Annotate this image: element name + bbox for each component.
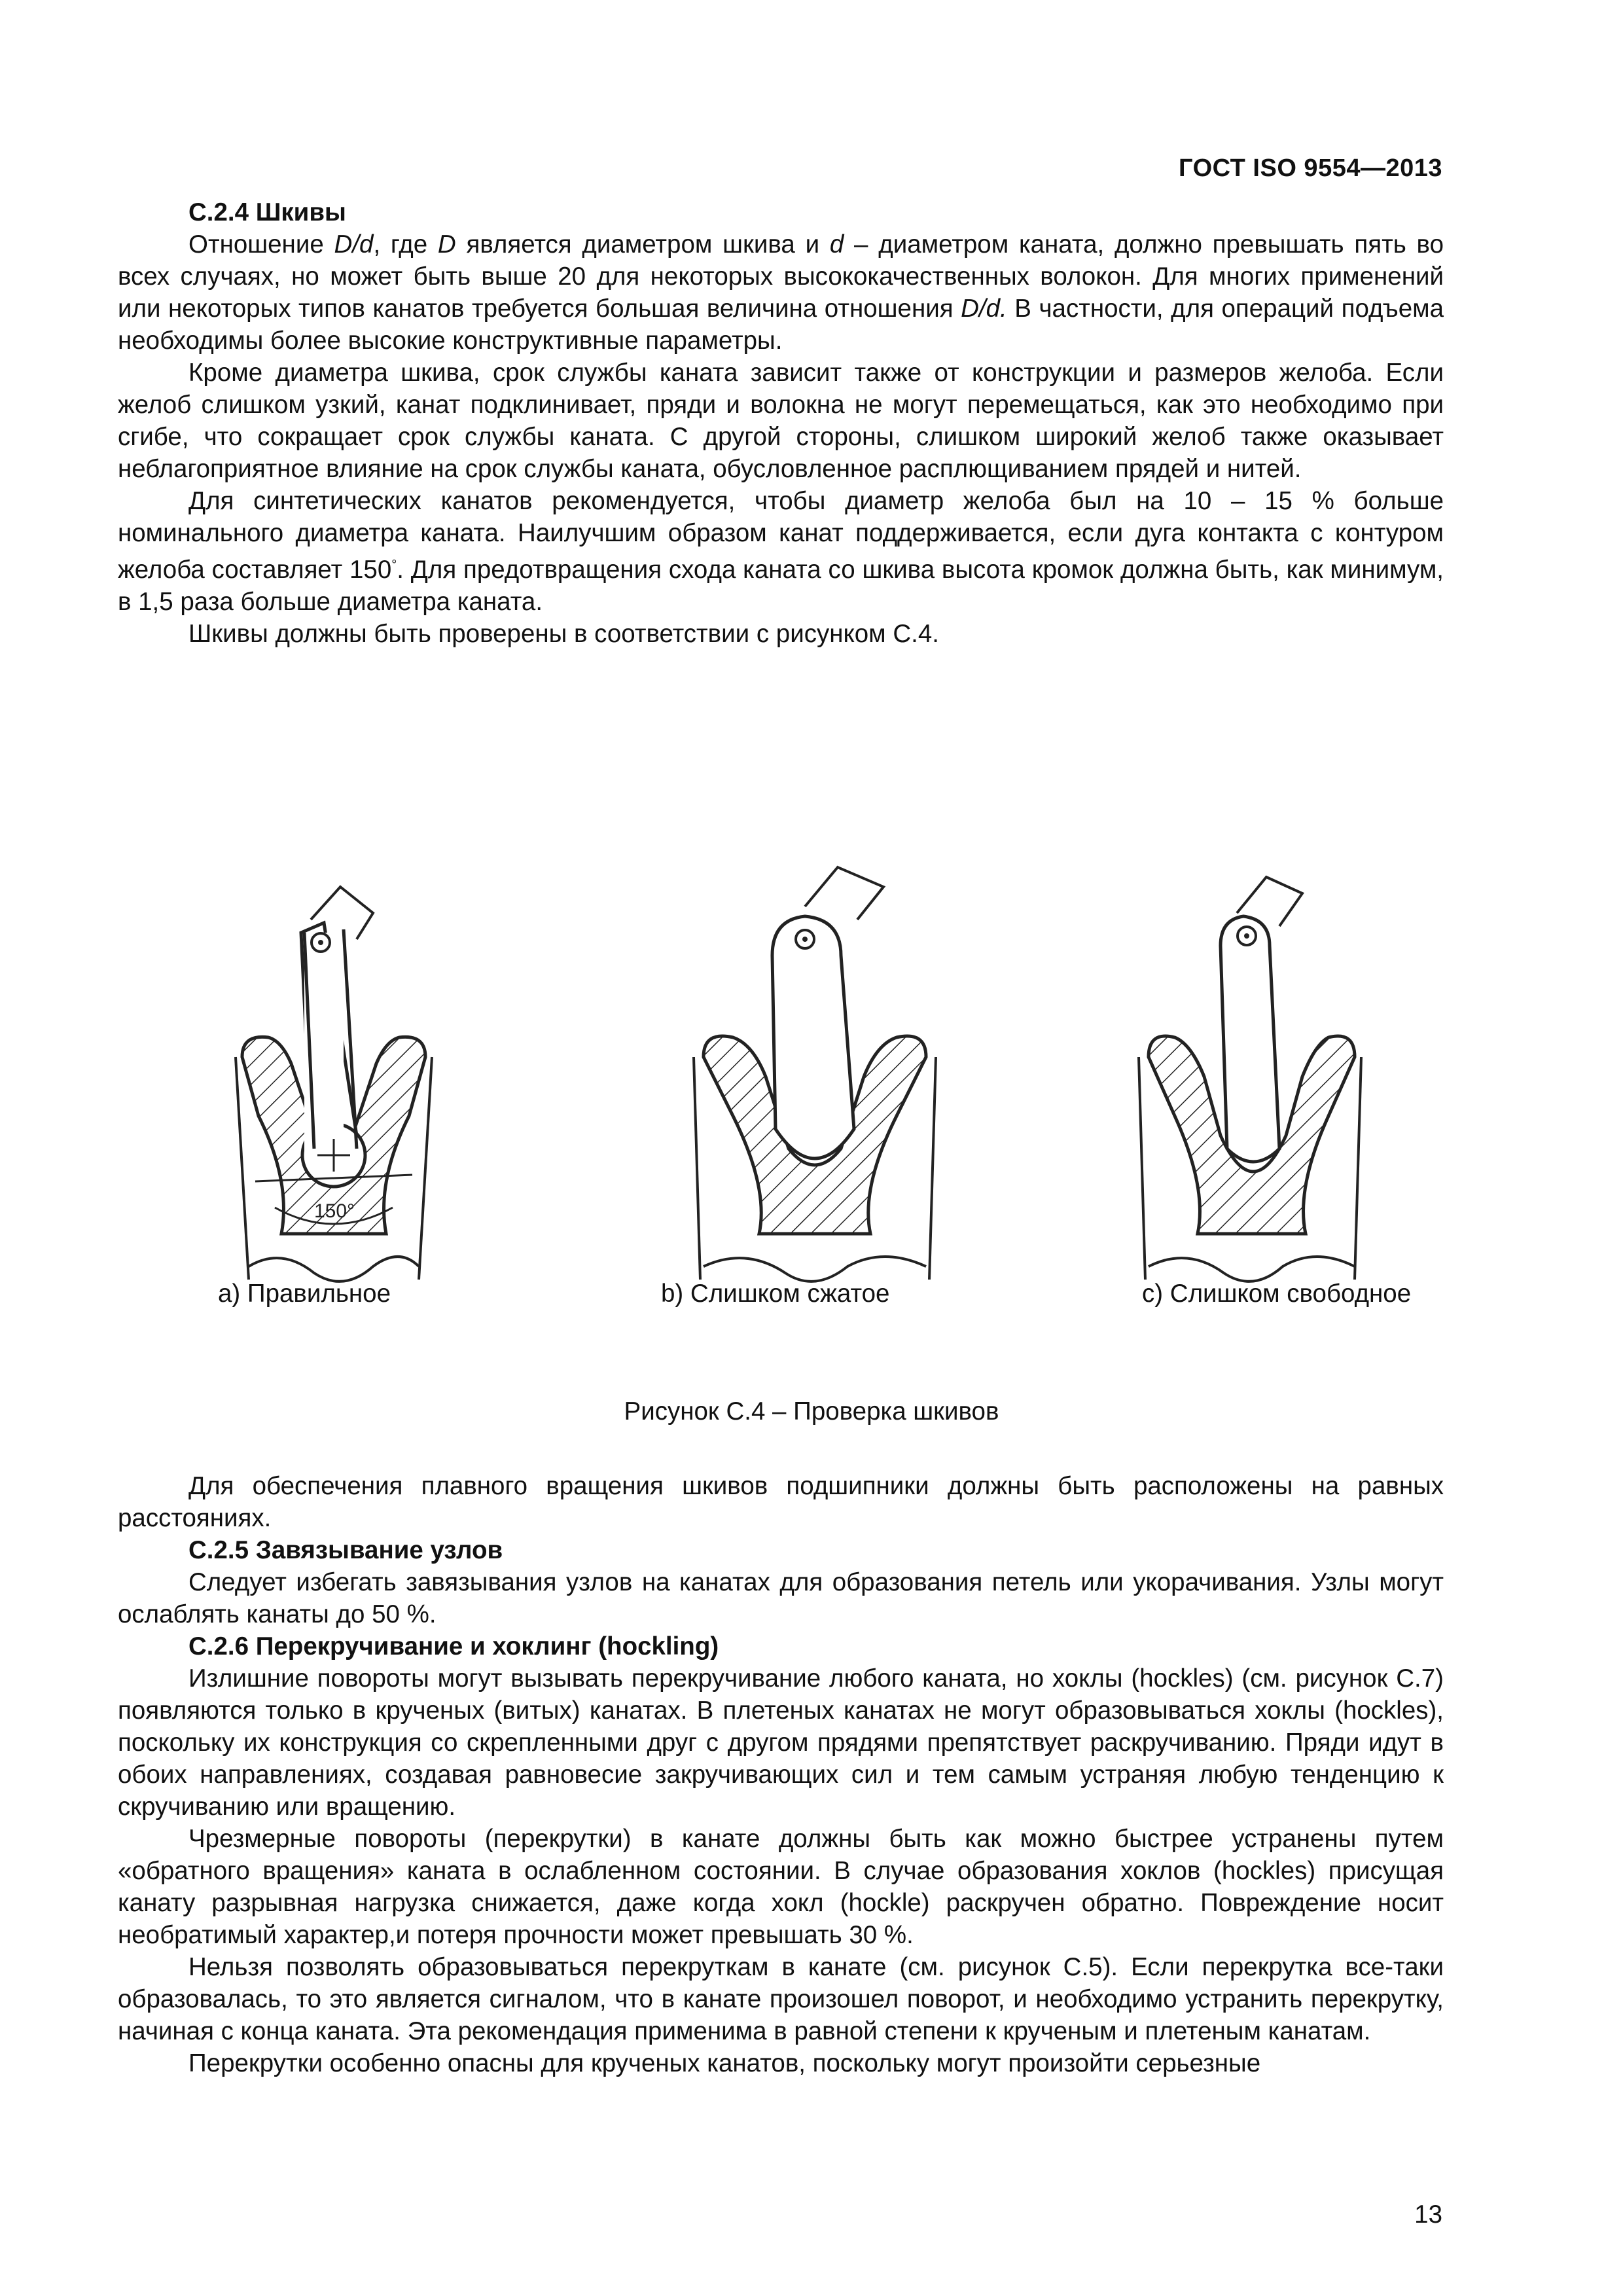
paragraph: Следует избегать завязывания узлов на канатах для образования петель или укорачивания. Узлы могут ослаблять канаты до 50 %. — [118, 1568, 1444, 1628]
figure-c4 — [118, 841, 1444, 1332]
section-heading: С.2.6 Перекручивание и хоклинг (hockling) — [188, 1632, 719, 1660]
caption-too-tight: b) Слишком сжатое — [661, 1280, 890, 1308]
paragraph: Отношение D/d, где D является диаметром шкива и d – диаметром каната, должно превышать пять во всех случаях, но может быть выше 20 для некоторых высококачественных волокон. Для многих применений или некоторых типов канатов требуется большая величина отношения D/d. В частности, для операций подъема необходимы более высокие конструктивные параметры. — [118, 230, 1444, 355]
paragraph: Кроме диаметра шкива, срок службы каната зависит также от конструкции и размеров желоба. Если желоб слишком узкий, канат подклинивает, пряди и волокна не могут перемещаться, как это необходимо при сгибе, что сокращает срок службы каната. С другой стороны, слишком широкий желоб также оказывает неблагоприятное влияние на срок службы каната, обусловленное расплющиванием прядей и нитей. — [118, 359, 1444, 483]
section-heading: С.2.4 Шкивы — [188, 198, 346, 226]
section-heading: С.2.5 Завязывание узлов — [188, 1536, 503, 1564]
sheave-correct-diagram — [236, 887, 432, 1282]
paragraph: Излишние повороты могут вызывать перекручивание любого каната, но хоклы (hockles) (см. рисунок С.7) появляются только в крученых (витых) канатах. В плетеных канатах не могут образовываться хоклы (hockles), поскольку их конструкция со скрепленными друг с другом прядями препятствует раскручиванию. Пряди идут в обоих направлениях, создавая равновесие закручивающих сил и тем самым устраняя любую тенденцию к скручиванию или вращению. — [118, 1664, 1444, 1821]
paragraph: Чрезмерные повороты (перекрутки) в канате должны быть как можно быстрее устранены путем «обратного вращения» каната в ослабленном состоянии. В случае образования хоклов (hockles) присущая канату разрывная нагрузка снижается, даже когда хокл (hockle) раскручен обратно. Повреждение носит необратимый характер,и потеря прочности может превышать 30 %. — [118, 1825, 1444, 1949]
page-number: 13 — [1414, 2200, 1442, 2229]
paragraph: Шкивы должны быть проверены в соответствии с рисунком С.4. — [188, 619, 939, 648]
lower-text — [118, 1470, 1444, 2079]
paragraph: Для обеспечения плавного вращения шкивов подшипники должны быть расположены на равных расстояниях. — [118, 1472, 1444, 1532]
document-code-header: ГОСТ ISO 9554—2013 — [1179, 154, 1442, 182]
caption-too-loose: c) Слишком свободное — [1142, 1280, 1412, 1308]
section-c24 — [118, 196, 1444, 650]
paragraph: Перекрутки особенно опасны для крученых канатов, поскольку могут произойти серьезные — [188, 2049, 1261, 2077]
paragraph: Нельзя позволять образовываться перекруткам в канате (см. рисунок С.5). Если перекрутка все-таки образовалась, то это является сигналом, что в канате произошел поворот, и необходимо устранить перекрутку, начиная с конца каната. Эта рекомендация применима в равной степени к крученым и плетеным канатам. — [118, 1953, 1444, 2045]
sheave-too-loose-diagram — [1139, 877, 1361, 1282]
paragraph: Для синтетических канатов рекомендуется, чтобы диаметр желоба был на 10 – 15 % больше номинального диаметра каната. Наилучшим образом канат поддерживается, если дуга контакта с контуром желоба составляет 150°. Для предотвращения схода каната со шкива высота кромок должна быть, как минимум, в 1,5 раза больше диаметра каната. — [118, 487, 1444, 616]
figure-title: Рисунок С.4 – Проверка шкивов — [624, 1397, 999, 1426]
sheave-diagrams — [118, 841, 1444, 1299]
angle-label: 150° — [314, 1200, 355, 1222]
caption-correct: a) Правильное — [218, 1280, 391, 1308]
sheave-too-tight-diagram — [694, 867, 936, 1282]
